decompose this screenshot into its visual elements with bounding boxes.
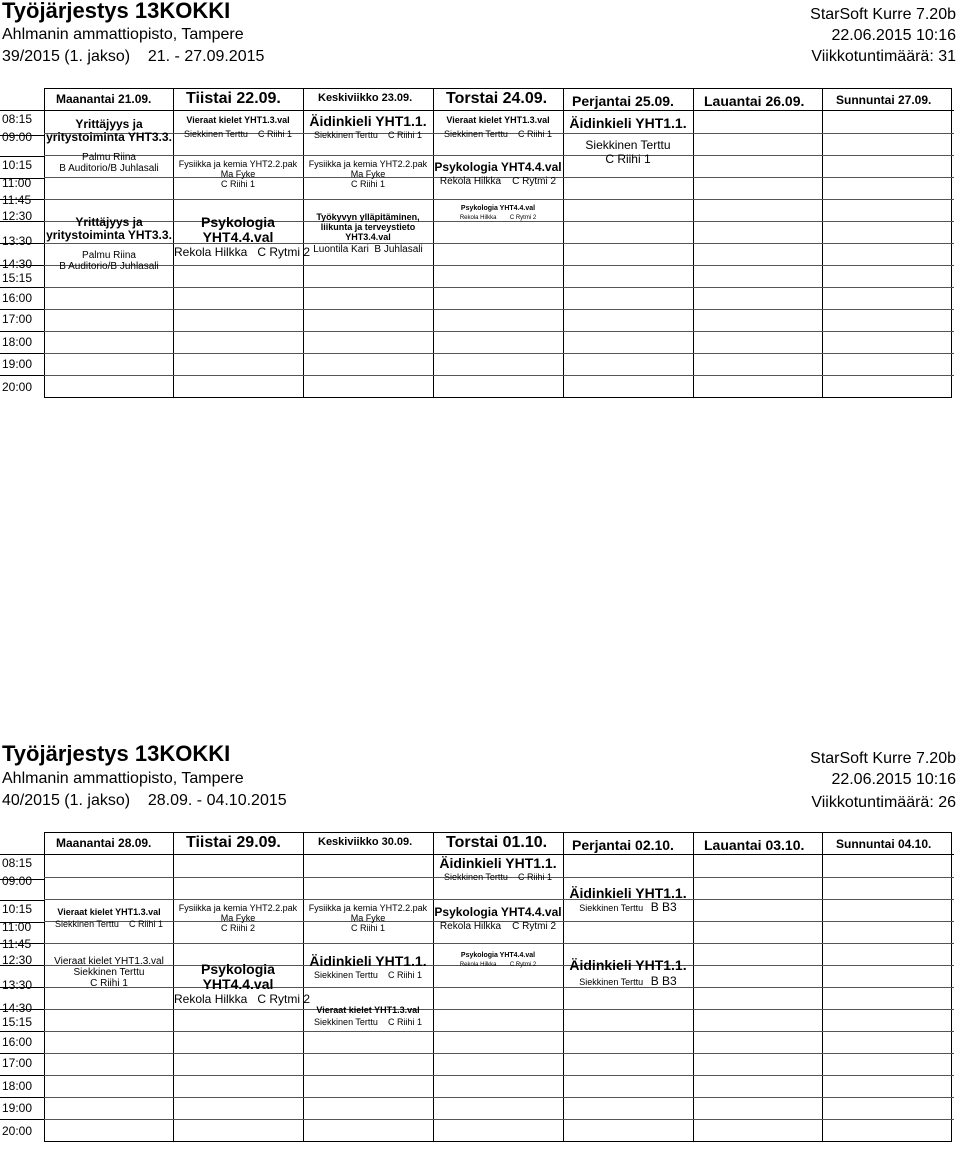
lesson-course: Vieraat kielet YHT1.3.val	[316, 1005, 420, 1015]
lesson-course: Äidinkieli YHT1.1.	[569, 957, 687, 973]
lesson-room: C Rytmi 2	[509, 961, 537, 968]
lesson-block[interactable]	[45, 956, 173, 989]
lesson-course: Psykologia YHT4.4.val	[460, 952, 536, 959]
lesson-course: yritystoiminta YHT3.3.	[46, 130, 172, 145]
lesson-course: Psykologia YHT4.4.val	[434, 905, 562, 919]
lesson-room: C Rytmi 2	[512, 921, 557, 933]
time-label: 15:15	[2, 1015, 33, 1029]
lesson-block[interactable]	[304, 954, 432, 981]
lesson-block[interactable]	[174, 961, 311, 1006]
lesson-teacher: Siekkinen Terttu	[55, 918, 119, 929]
day-header-saturday: Lauantai 26.09.	[704, 93, 805, 109]
time-label: 15:15	[2, 271, 33, 285]
lesson-block[interactable]	[45, 118, 173, 174]
lesson-room: C Riihi 1	[387, 1016, 422, 1027]
time-label: 16:00	[2, 1035, 33, 1049]
timetable-week-39	[0, 88, 960, 408]
time-label: 11:00	[2, 176, 32, 190]
lesson-room: C Riihi 1	[350, 922, 385, 933]
time-label: 17:00	[2, 1056, 33, 1070]
software-label: StarSoft Kurre 7.20b	[810, 750, 956, 767]
day-header-monday: Maanantai 28.09.	[56, 836, 152, 850]
lesson-course: Psykologia YHT4.4.val	[434, 160, 562, 174]
day-header-sunday: Sunnuntai 27.09.	[836, 93, 932, 107]
lesson-room: B B3	[650, 974, 677, 989]
lesson-course: YHT3.4.val	[345, 231, 391, 242]
lesson-teacher: Rekola Hilkka	[459, 961, 497, 968]
time-label: 09:00	[2, 874, 33, 888]
lesson-course: Psykologia	[201, 214, 275, 230]
lesson-room: B Auditorio/B Juhlasali	[59, 163, 159, 175]
lesson-block[interactable]	[174, 116, 302, 140]
page-title: Työjärjestys 13KOKKI	[2, 0, 231, 23]
lesson-block[interactable]	[434, 205, 562, 221]
lesson-block[interactable]	[304, 1006, 432, 1028]
lesson-teacher: Luontila Kari	[313, 243, 369, 255]
day-header-thursday: Torstai 01.10.	[446, 834, 548, 851]
page-title: Työjärjestys 13KOKKI	[2, 741, 231, 766]
lesson-course: Fysiikka ja kemia YHT2.2.pak	[178, 903, 298, 913]
lesson-teacher: Palmu Riina	[82, 250, 136, 262]
lesson-course: Psykologia	[201, 961, 275, 977]
lesson-block[interactable]	[434, 906, 562, 932]
lesson-room: B Juhlasali	[374, 243, 423, 255]
time-label: 11:00	[2, 920, 32, 934]
time-label: 11:45	[2, 937, 32, 951]
day-header-friday: Perjantai 25.09.	[572, 93, 674, 109]
lesson-room: C Riihi 2	[220, 922, 255, 933]
lesson-course: Yrittäjyys ja	[75, 117, 143, 131]
lesson-block[interactable]	[434, 952, 562, 968]
lesson-teacher: Siekkinen Terttu	[579, 977, 644, 988]
lesson-block[interactable]	[174, 214, 311, 259]
lesson-block[interactable]	[434, 856, 562, 883]
lesson-room: C Riihi 1	[220, 178, 255, 189]
lesson-teacher: Rekola Hilkka	[459, 214, 497, 221]
lesson-course: YHT4.4.val	[202, 229, 274, 246]
day-header-wednesday: Keskiviikko 30.09.	[318, 836, 413, 848]
time-label: 17:00	[2, 312, 33, 326]
lesson-teacher: Siekkinen Terttu	[314, 130, 378, 141]
lesson-teacher: Ma Fyke	[350, 168, 386, 179]
lesson-teacher: Siekkinen Terttu	[314, 970, 378, 981]
lesson-teacher: Palmu Riina	[82, 152, 136, 164]
lesson-teacher: Siekkinen Terttu	[444, 128, 508, 139]
lesson-teacher: Siekkinen Terttu	[585, 138, 671, 153]
lesson-teacher: Rekola Hilkka	[439, 176, 502, 188]
lesson-teacher: Siekkinen Terttu	[73, 967, 145, 978]
lesson-room: C Riihi 1	[257, 128, 292, 139]
lesson-block[interactable]	[304, 213, 432, 255]
lesson-course: Äidinkieli YHT1.1.	[569, 115, 687, 131]
lesson-block[interactable]	[304, 160, 432, 190]
lesson-course: Työkyvyn ylläpitäminen,	[316, 212, 420, 222]
lesson-course: Vieraat kielet YHT1.3.val	[446, 115, 550, 125]
lesson-block[interactable]	[304, 904, 432, 934]
lesson-course: Fysiikka ja kemia YHT2.2.pak	[178, 159, 298, 169]
lesson-teacher: Rekola Hilkka	[174, 244, 248, 259]
lesson-room: C Rytmi 2	[257, 244, 311, 259]
lesson-block[interactable]	[434, 161, 562, 187]
timetable-week-40	[0, 832, 960, 1147]
lesson-block[interactable]	[304, 114, 432, 141]
time-label: 10:15	[2, 158, 33, 172]
lesson-room: C Rytmi 2	[512, 176, 557, 188]
time-label: 10:15	[2, 902, 33, 916]
lesson-teacher: Siekkinen Terttu	[314, 1016, 378, 1027]
day-header-wednesday: Keskiviikko 23.09.	[318, 92, 413, 104]
time-label: 16:00	[2, 291, 33, 305]
lesson-teacher: Ma Fyke	[220, 168, 256, 179]
lesson-room: C Rytmi 2	[257, 991, 311, 1006]
time-label: 12:30	[2, 953, 33, 967]
lesson-room: C Rytmi 2	[509, 214, 537, 221]
lesson-course: Fysiikka ja kemia YHT2.2.pak	[308, 903, 428, 913]
time-label: 18:00	[2, 335, 33, 349]
lesson-course: yritystoiminta YHT3.3.	[46, 228, 172, 243]
lesson-room: C Riihi 1	[387, 130, 422, 141]
time-label: 18:00	[2, 1079, 33, 1093]
school-name: Ahlmanin ammattiopisto, Tampere	[2, 770, 244, 787]
printed-timestamp: 22.06.2015 10:16	[831, 771, 956, 788]
day-header-saturday: Lauantai 03.10.	[704, 837, 805, 853]
lesson-teacher: Rekola Hilkka	[439, 921, 502, 933]
lesson-room: C Riihi 1	[128, 918, 163, 929]
lesson-block[interactable]	[564, 886, 692, 915]
lesson-course: Äidinkieli YHT1.1.	[439, 855, 557, 871]
time-label: 19:00	[2, 1101, 33, 1115]
time-label: 20:00	[2, 1124, 33, 1138]
lesson-block[interactable]	[174, 160, 302, 190]
time-label: 14:30	[2, 257, 33, 271]
time-label: 11:45	[2, 193, 32, 207]
lesson-course: Äidinkieli YHT1.1.	[309, 953, 427, 969]
lesson-course: Vieraat kielet YHT1.3.val	[186, 115, 290, 125]
time-label: 09:00	[2, 130, 33, 144]
lesson-teacher: Rekola Hilkka	[174, 991, 248, 1006]
day-header-tuesday: Tiistai 29.09.	[186, 834, 281, 851]
lesson-block[interactable]	[45, 216, 173, 272]
lesson-block[interactable]	[45, 908, 173, 930]
time-label: 13:30	[2, 978, 33, 992]
period-label: 39/2015 (1. jakso) 21. - 27.09.2015	[2, 48, 265, 65]
lesson-room: C Riihi 1	[350, 178, 385, 189]
time-label: 19:00	[2, 357, 33, 371]
day-header-sunday: Sunnuntai 04.10.	[836, 837, 932, 851]
time-label: 14:30	[2, 1001, 33, 1015]
time-label: 20:00	[2, 380, 33, 394]
lesson-teacher: Ma Fyke	[220, 912, 256, 923]
time-label: 13:30	[2, 234, 33, 248]
lesson-course: YHT4.4.val	[202, 976, 274, 993]
day-header-friday: Perjantai 02.10.	[572, 837, 674, 853]
printed-timestamp: 22.06.2015 10:16	[831, 27, 956, 44]
lesson-course: Psykologia YHT4.4.val	[460, 205, 536, 212]
software-label: StarSoft Kurre 7.20b	[810, 6, 956, 23]
lesson-teacher: Siekkinen Terttu	[444, 872, 508, 883]
lesson-course: Äidinkieli YHT1.1.	[309, 113, 427, 129]
weekly-hours: Viikkotuntimäärä: 31	[811, 48, 956, 65]
lesson-course: Vieraat kielet YHT1.3.val	[57, 907, 161, 917]
lesson-room: C Riihi 1	[387, 970, 422, 981]
school-name: Ahlmanin ammattiopisto, Tampere	[2, 26, 244, 43]
lesson-course: Yrittäjyys ja	[75, 215, 143, 229]
lesson-teacher: Ma Fyke	[350, 912, 386, 923]
weekly-hours: Viikkotuntimäärä: 26	[811, 794, 956, 811]
lesson-course: Äidinkieli YHT1.1.	[569, 885, 687, 901]
lesson-teacher: Siekkinen Terttu	[184, 128, 248, 139]
lesson-room: C Riihi 1	[605, 151, 651, 166]
lesson-room: B Auditorio/B Juhlasali	[59, 261, 159, 273]
lesson-teacher: Siekkinen Terttu	[579, 903, 644, 914]
lesson-room: B B3	[650, 900, 677, 915]
time-label: 08:15	[2, 856, 33, 870]
time-label: 12:30	[2, 209, 33, 223]
lesson-room: C Riihi 1	[517, 872, 552, 883]
time-label: 08:15	[2, 112, 33, 126]
day-header-tuesday: Tiistai 22.09.	[186, 90, 281, 107]
lesson-room: C Riihi 1	[90, 978, 128, 989]
lesson-block[interactable]	[434, 116, 562, 140]
period-label: 40/2015 (1. jakso) 28.09. - 04.10.2015	[2, 792, 287, 809]
day-header-monday: Maanantai 21.09.	[56, 92, 152, 106]
lesson-course: Vieraat kielet YHT1.3.val	[54, 956, 164, 967]
lesson-block[interactable]	[174, 904, 302, 934]
lesson-block[interactable]	[564, 958, 692, 989]
lesson-room: C Riihi 1	[517, 128, 552, 139]
lesson-course: Fysiikka ja kemia YHT2.2.pak	[308, 159, 428, 169]
lesson-course: liikunta ja terveystieto	[320, 221, 416, 232]
lesson-block[interactable]	[564, 116, 692, 166]
day-header-thursday: Torstai 24.09.	[446, 90, 548, 107]
